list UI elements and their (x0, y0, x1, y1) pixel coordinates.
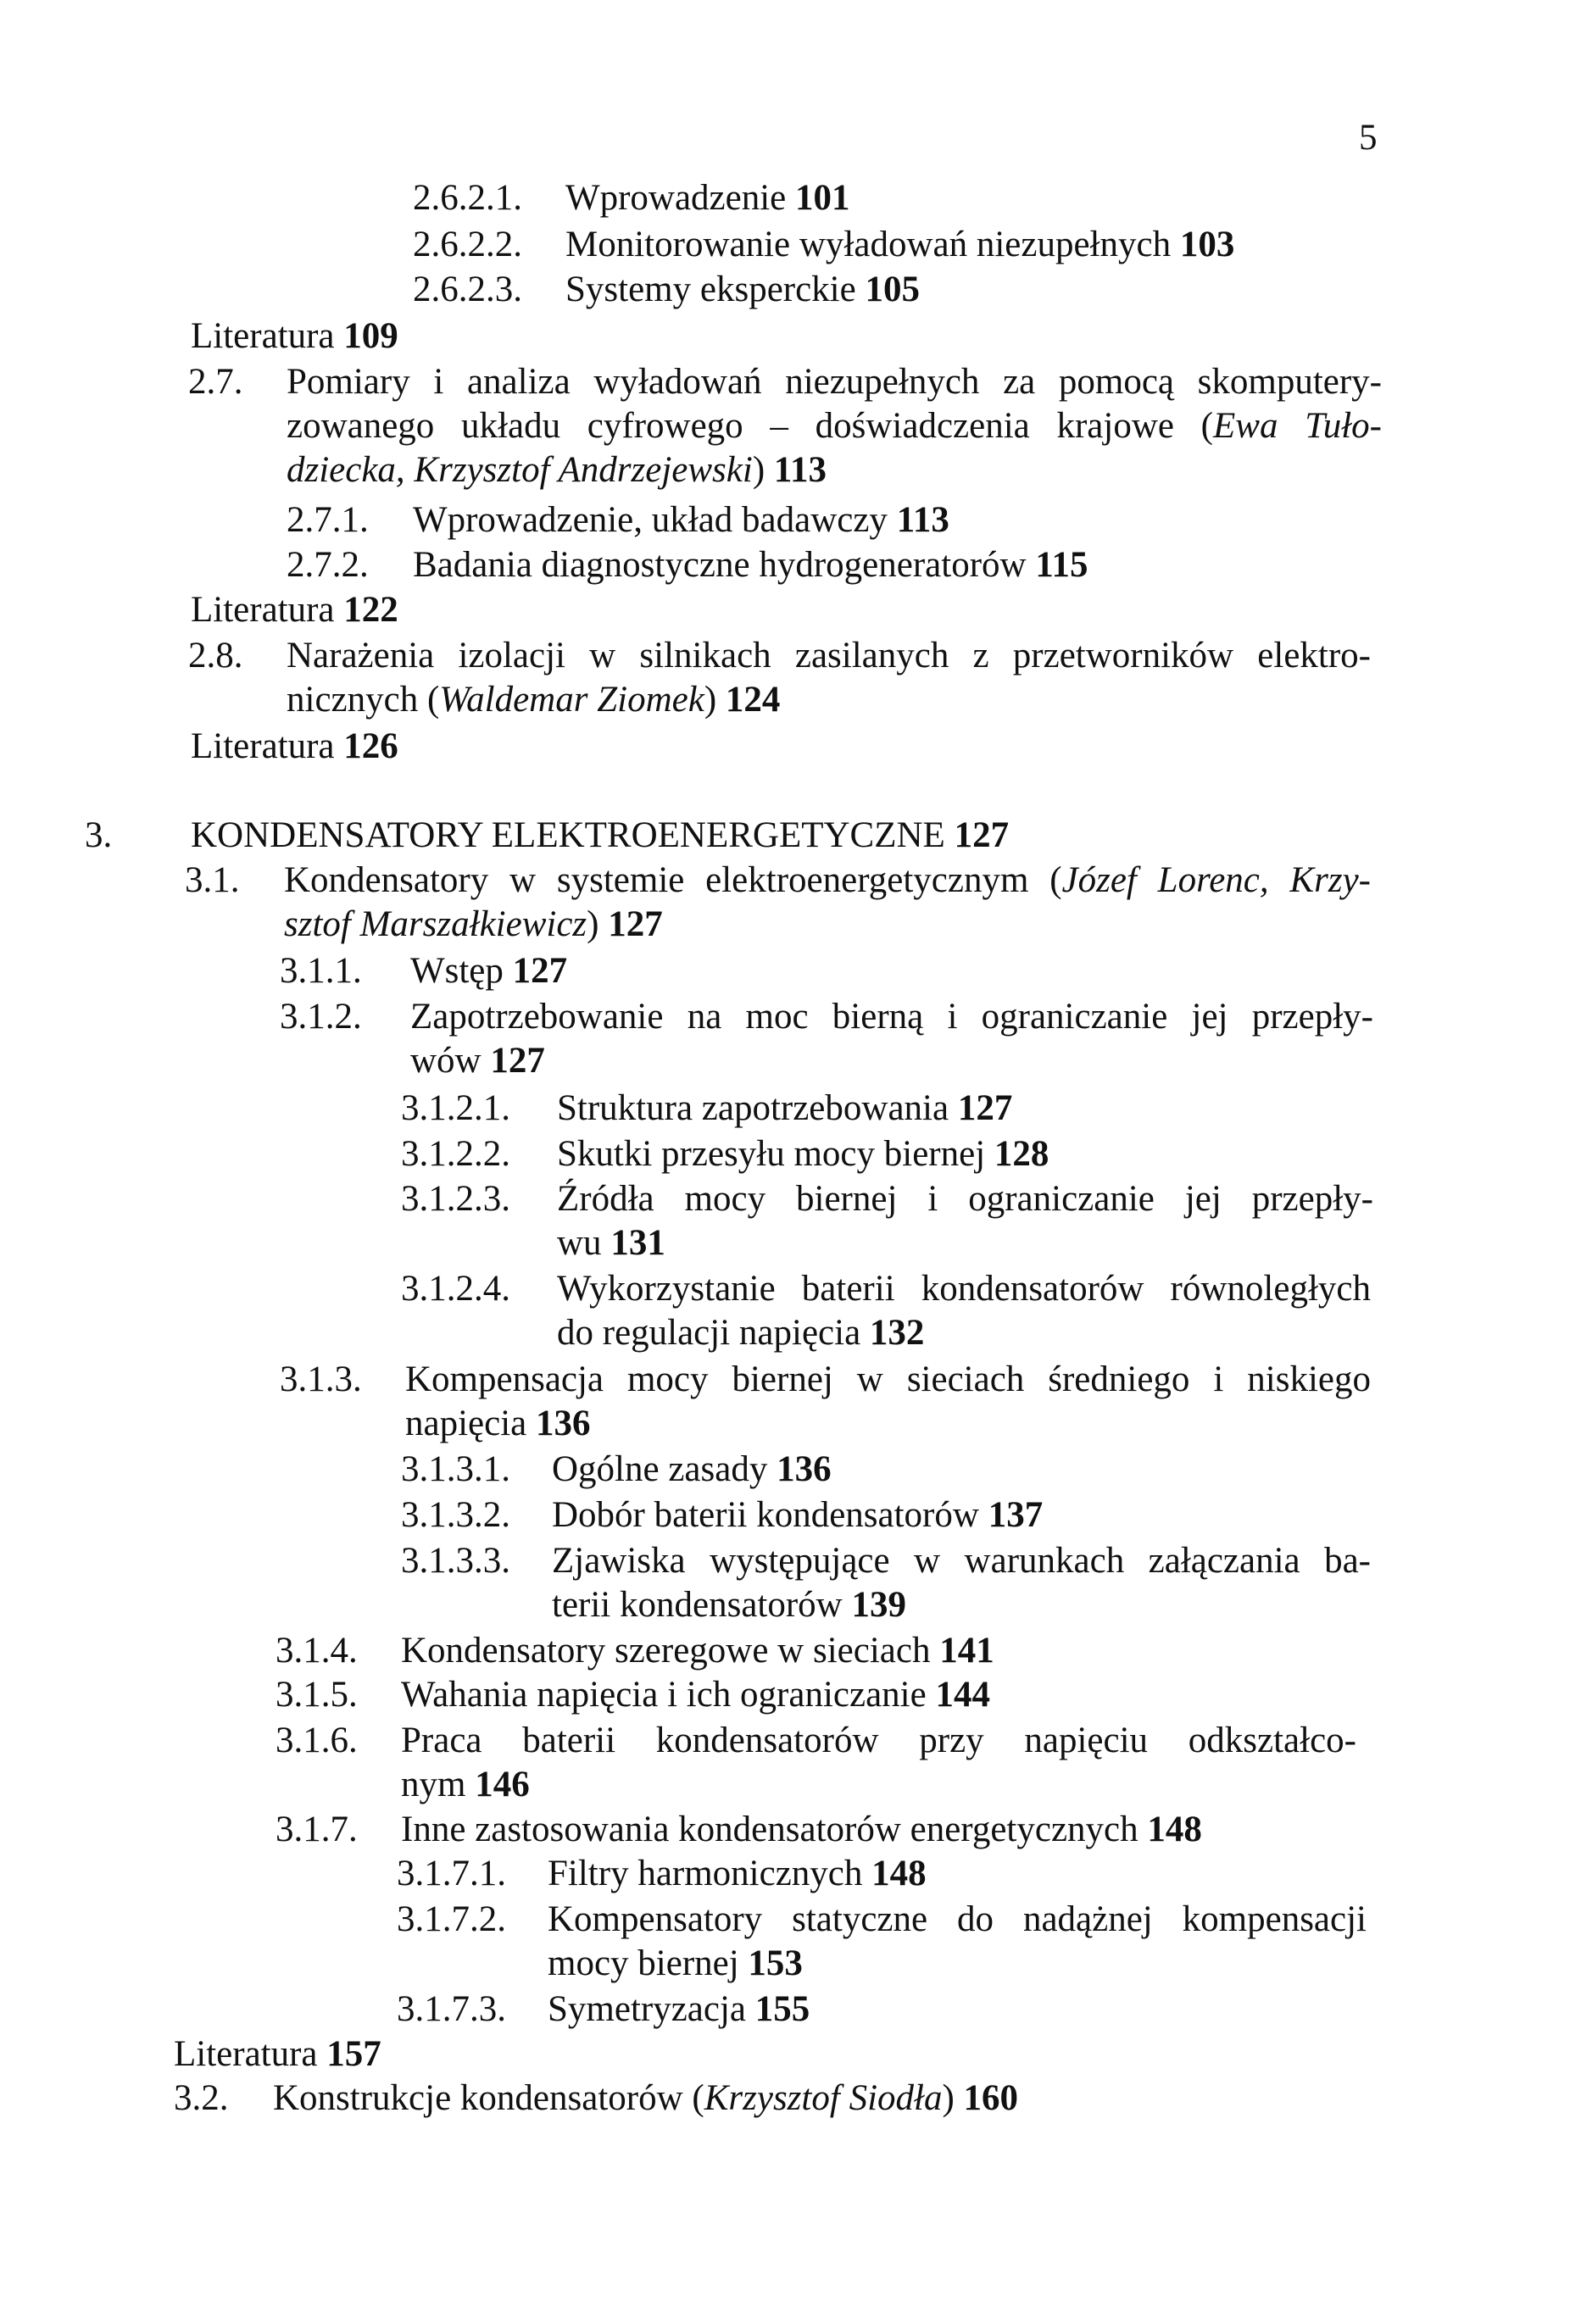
entry-number: 3.1.3. (280, 1359, 362, 1399)
entry-title: nym (401, 1765, 476, 1804)
entry-title: Filtry harmonicznych (548, 1854, 872, 1893)
entry-title: Kondensatory w systemie elektroenergetycznym ( (284, 860, 1062, 900)
entry-number: 3.1.6. (276, 1721, 358, 1760)
entry-text-line (287, 678, 780, 722)
page-reference[interactable]: 141 (939, 1631, 994, 1671)
entry-text-line (191, 814, 1009, 858)
entry-text-line (548, 1942, 803, 1986)
entry-text-line (410, 995, 1373, 1039)
page-reference[interactable]: 160 (963, 2078, 1019, 2118)
toc-entry (0, 268, 1581, 312)
entry-title: nicznych ( (287, 680, 440, 720)
entry-title: Kompensacja mocy biernej w sieciach średniego i niskiego (405, 1359, 1371, 1399)
entry-title: Źródła mocy biernej i ograniczanie jej przepły- (557, 1179, 1373, 1219)
toc-entry (0, 859, 1581, 947)
entry-text-line (284, 903, 663, 947)
page-reference[interactable]: 109 (343, 316, 398, 356)
entry-text-line (552, 1583, 906, 1627)
toc-entry (0, 1808, 1581, 1852)
entry-title: Kompensatory statyczne do nadążnej kompensacji (548, 1899, 1367, 1939)
entry-text-line (410, 949, 567, 993)
entry-number: 3.1.7.1. (397, 1854, 506, 1893)
entry-title: mocy biernej (548, 1943, 749, 1983)
entry-text-line (565, 176, 850, 220)
entry-number: 3.1.2.4. (401, 1269, 510, 1309)
entry-title: wów (410, 1041, 491, 1081)
entry-title: Kondensatory szeregowe w sieciach (401, 1631, 940, 1671)
entry-text-line (191, 588, 398, 632)
entry-title: Struktura zapotrzebowania (557, 1088, 958, 1128)
entry-number: 2.6.2.3. (413, 270, 522, 309)
toc-entry (0, 1087, 1581, 1131)
entry-text-line (287, 360, 1382, 404)
entry-title: Narażenia izolacji w silnikach zasilanych z przetworników elektro- (287, 636, 1371, 676)
page-reference[interactable]: 127 (954, 815, 1010, 855)
toc-entry (0, 543, 1581, 587)
page-reference[interactable]: 157 (326, 2034, 381, 2074)
entry-title: Zapotrzebowanie na moc bierną i ograniczanie jej przepły- (410, 997, 1373, 1037)
entry-text-line (557, 1132, 1049, 1176)
entry-title: Literatura (191, 726, 344, 766)
entry-title: Wykorzystanie baterii kondensatorów równoległych (557, 1269, 1371, 1309)
entry-text-line (552, 1539, 1371, 1583)
entry-text-line (287, 448, 827, 492)
toc-entry (0, 176, 1581, 220)
toc-entry (0, 1539, 1581, 1627)
page-reference[interactable]: 128 (994, 1134, 1049, 1174)
entry-number: 3.2. (174, 2078, 229, 2118)
entry-text-line (565, 223, 1234, 267)
entry-title: Wahania napięcia i ich ograniczanie (401, 1675, 936, 1715)
entry-number: 3.1.2.1. (401, 1088, 510, 1128)
page-reference[interactable]: 131 (610, 1223, 665, 1263)
entry-number: 3.1.3.2. (401, 1495, 510, 1535)
page-reference[interactable]: 113 (896, 500, 949, 540)
toc-entry (0, 1852, 1581, 1896)
entry-text-line (401, 1763, 530, 1807)
entry-title: Wprowadzenie (565, 178, 795, 218)
entry-number: 3.1.4. (276, 1631, 358, 1671)
entry-number: 2.7.1. (287, 500, 369, 540)
toc-entry (0, 223, 1581, 267)
entry-title: Wstęp (410, 951, 513, 991)
entry-number: 3. (85, 815, 113, 855)
entry-text-line (401, 1673, 990, 1717)
entry-title: terii kondensatorów (552, 1585, 852, 1625)
page-reference[interactable]: 127 (490, 1041, 545, 1081)
entry-number: 2.8. (188, 636, 243, 676)
entry-title: Literatura (191, 590, 344, 630)
entry-number: 3.1. (185, 860, 240, 900)
entry-text-line (401, 1808, 1202, 1852)
page-reference[interactable]: 126 (343, 726, 398, 766)
entry-text-line (557, 1221, 665, 1265)
author-name: Ewa Tuło- (1213, 406, 1383, 446)
entry-text-line (557, 1267, 1371, 1311)
toc-entry (0, 1177, 1581, 1265)
page-reference[interactable]: 127 (608, 904, 663, 944)
entry-text-line (552, 1493, 1043, 1537)
toc-entry (0, 314, 1581, 359)
entry-title: Konstrukcje kondensatorów ( (273, 2078, 704, 2118)
entry-title: zowanego układu cyfrowego – doświadczenia krajowe ( (287, 406, 1214, 446)
page-reference[interactable]: 146 (475, 1765, 530, 1804)
entry-text-line (287, 404, 1382, 448)
page-reference[interactable]: 105 (865, 270, 920, 309)
entry-title: ) (587, 904, 609, 944)
entry-number: 3.1.1. (280, 951, 362, 991)
entry-title: Zjawiska występujące w warunkach załączania ba- (552, 1541, 1371, 1581)
page-reference[interactable]: 136 (777, 1449, 832, 1489)
entry-title: Wprowadzenie, układ badawczy (413, 500, 897, 540)
entry-number: 2.7.2. (287, 545, 369, 585)
entry-title: do regulacji napięcia (557, 1313, 870, 1353)
page-reference[interactable]: 144 (935, 1675, 990, 1715)
entry-text-line (273, 2077, 1018, 2121)
toc-entry (0, 1132, 1581, 1176)
entry-text-line (174, 2032, 381, 2077)
entry-text-line (557, 1311, 924, 1355)
entry-title: Inne zastosowania kondensatorów energetycznych (401, 1810, 1148, 1849)
entry-title: Badania diagnostyczne hydrogeneratorów (413, 545, 1036, 585)
page-reference[interactable]: 136 (536, 1404, 591, 1443)
author-name: dziecka, Krzysztof Andrzejewski (287, 450, 753, 490)
toc-entry (0, 588, 1581, 632)
author-name: Krzysztof Siodła (704, 2078, 943, 2118)
toc-entry (0, 2032, 1581, 2077)
page-reference[interactable]: 137 (988, 1495, 1044, 1535)
entry-title: Praca baterii kondensatorów przy napięciu odkształco- (401, 1721, 1356, 1760)
toc-entry (0, 1358, 1581, 1446)
page-number: 5 (1359, 118, 1378, 158)
author-name: Józef Lorenc, Krzy- (1061, 860, 1371, 900)
page-reference[interactable]: 115 (1035, 545, 1088, 585)
page-reference[interactable]: 124 (725, 680, 781, 720)
entry-number: 3.1.7. (276, 1810, 358, 1849)
toc-entry (0, 1898, 1581, 1986)
author-name: sztof Marszałkiewicz (284, 904, 587, 944)
entry-text-line (548, 1988, 810, 2032)
entry-title: KONDENSATORY ELEKTROENERGETYCZNE (191, 815, 955, 855)
page-reference[interactable]: 122 (343, 590, 398, 630)
page-reference[interactable]: 113 (773, 450, 827, 490)
entry-number: 3.1.2.3. (401, 1179, 510, 1219)
page-reference[interactable]: 132 (869, 1313, 925, 1353)
entry-title: Monitorowanie wyładowań niezupełnych (565, 225, 1180, 264)
page-reference[interactable]: 148 (871, 1854, 927, 1893)
entry-text-line (413, 498, 949, 542)
entry-title: ) (752, 450, 774, 490)
author-name: Waldemar Ziomek (439, 680, 704, 720)
toc-entry (0, 360, 1581, 492)
toc-entry (0, 1448, 1581, 1492)
entry-text-line (191, 725, 398, 769)
entry-text-line (405, 1402, 591, 1446)
page-reference[interactable]: 139 (851, 1585, 906, 1625)
entry-title: ) (704, 680, 726, 720)
entry-number: 2.6.2.2. (413, 225, 522, 264)
entry-text-line (405, 1358, 1371, 1402)
toc-entry (0, 1719, 1581, 1807)
entry-text-line (548, 1852, 927, 1896)
entry-number: 2.7. (188, 362, 243, 402)
page-reference[interactable]: 155 (754, 1989, 810, 2029)
page-reference[interactable]: 101 (795, 178, 850, 218)
entry-text-line (548, 1898, 1367, 1942)
toc-entry (0, 1629, 1581, 1673)
entry-text-line (413, 543, 1088, 587)
toc-entry (0, 634, 1581, 722)
entry-number: 2.6.2.1. (413, 178, 522, 218)
page-reference[interactable]: 153 (748, 1943, 803, 1983)
entry-number: 3.1.2.2. (401, 1134, 510, 1174)
toc-entry (0, 995, 1581, 1083)
entry-title: Systemy eksperckie (565, 270, 866, 309)
toc-entry (0, 498, 1581, 542)
page-reference[interactable]: 127 (512, 951, 568, 991)
entry-text-line (284, 859, 1371, 903)
entry-number: 3.1.3.1. (401, 1449, 510, 1489)
entry-title: napięcia (405, 1404, 536, 1443)
entry-text-line (557, 1087, 1012, 1131)
entry-title: ) (942, 2078, 964, 2118)
entry-text-line (552, 1448, 832, 1492)
toc-entry (0, 814, 1581, 858)
entry-text-line (565, 268, 920, 312)
toc-entry (0, 1988, 1581, 2032)
page-reference[interactable]: 148 (1147, 1810, 1202, 1849)
page-reference[interactable]: 103 (1179, 225, 1235, 264)
entry-number: 3.1.7.2. (397, 1899, 506, 1939)
entry-text-line (401, 1629, 994, 1673)
entry-number: 3.1.3.3. (401, 1541, 510, 1581)
entry-title: Literatura (174, 2034, 327, 2074)
entry-title: Literatura (191, 316, 344, 356)
page-reference[interactable]: 127 (957, 1088, 1013, 1128)
entry-text-line (557, 1177, 1373, 1221)
toc-entry (0, 1673, 1581, 1717)
toc-entry (0, 949, 1581, 993)
entry-text-line (401, 1719, 1356, 1763)
entry-title: Pomiary i analiza wyładowań niezupełnych za pomocą skomputery- (287, 362, 1382, 402)
entry-number: 3.1.5. (276, 1675, 358, 1715)
entry-number: 3.1.7.3. (397, 1989, 506, 2029)
entry-title: Skutki przesyłu mocy biernej (557, 1134, 994, 1174)
entry-title: Ogólne zasady (552, 1449, 777, 1489)
toc-entry (0, 2077, 1581, 2121)
entry-text-line (191, 314, 398, 359)
toc-entry (0, 1267, 1581, 1355)
entry-text-line (287, 634, 1371, 678)
entry-title: Symetryzacja (548, 1989, 755, 2029)
toc-entry (0, 725, 1581, 769)
entry-text-line (410, 1039, 545, 1083)
entry-title: Dobór baterii kondensatorów (552, 1495, 988, 1535)
toc-entry (0, 1493, 1581, 1537)
entry-number: 3.1.2. (280, 997, 362, 1037)
entry-title: wu (557, 1223, 611, 1263)
